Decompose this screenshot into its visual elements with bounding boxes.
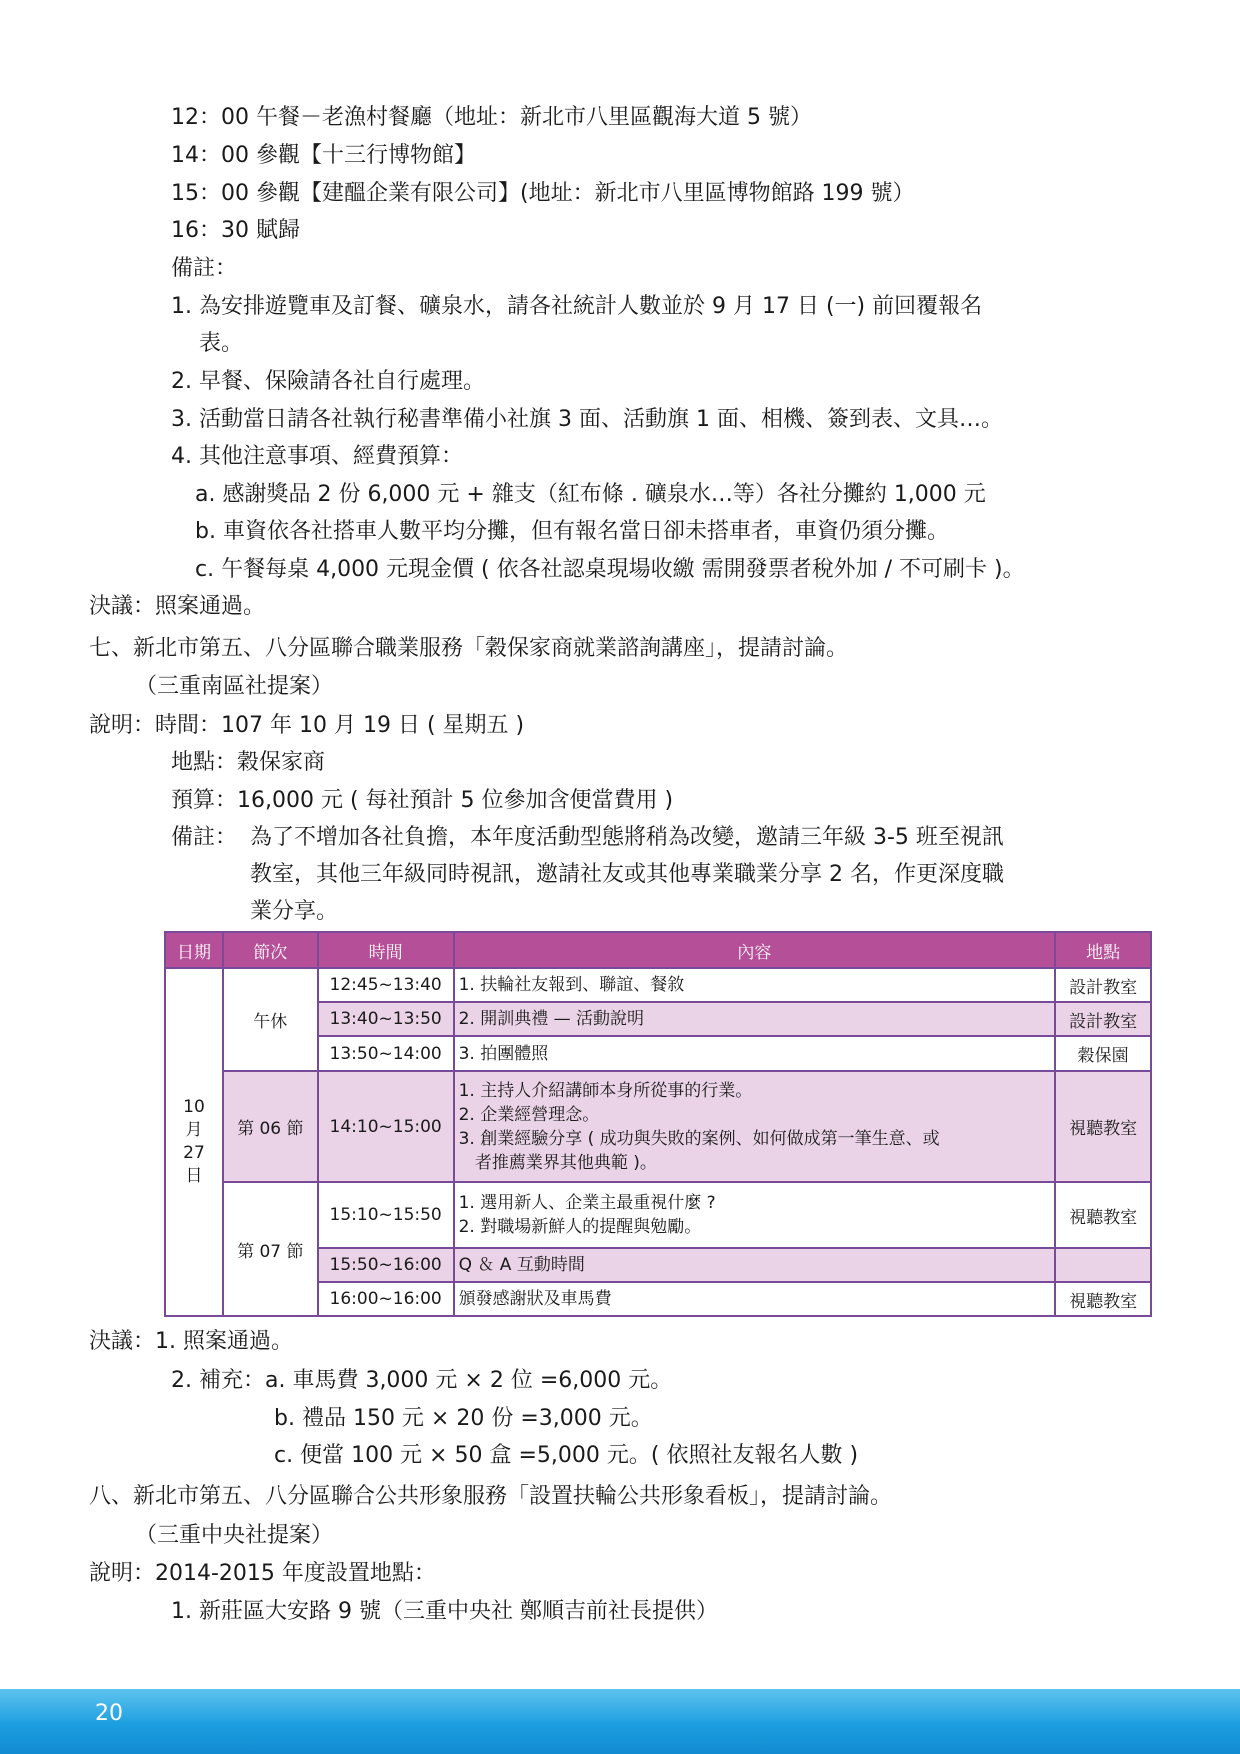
header-period: 節次 (223, 932, 318, 968)
text-line: 1. 為安排遊覽車及訂餐、礦泉水，請各社統計人數並於 9 月 17 日 (一) 前回覆報名 (171, 294, 983, 319)
text-line: a. 感謝獎品 2 份 6,000 元 + 雜支（紅布條 . 礦泉水…等）各社分攤約 1,000 元 (195, 482, 986, 507)
text-line: b. 禮品 150 元 × 20 份 =3,000 元。 (274, 1406, 653, 1431)
table-header-row (165, 932, 1151, 968)
table-row (165, 968, 1151, 1002)
date-cell (165, 968, 223, 1316)
remarks-label: 備註： (171, 256, 238, 281)
text-line: 為了不增加各社負擔，本年度活動型態將稍為改變，邀請三年級 3-5 班至視訊 (250, 825, 1004, 850)
content-cell: 頒發感謝狀及車馬費 (454, 1282, 1056, 1316)
table-row (165, 1182, 1151, 1248)
text-line: 地點：穀保家商 (171, 750, 326, 775)
text-line: 教室，其他三年級同時視訊，邀請社友或其他專業職業分享 2 名，作更深度職 (250, 862, 1004, 887)
section-heading-8: 八、新北市第五、八分區聯合公共形象服務「設置扶輪公共形象看板」，提請討論。 (89, 1484, 893, 1509)
proposer-line: （三重中央社提案） (135, 1523, 334, 1548)
text-line: 2. 早餐、保險請各社自行處理。 (171, 369, 485, 394)
schedule-table (164, 931, 1152, 1317)
place-cell: 設計教室 (1055, 1002, 1151, 1036)
place-cell: 設計教室 (1055, 968, 1151, 1002)
date-part: 27 (183, 1143, 205, 1163)
place-cell: 視聽教室 (1055, 1282, 1151, 1316)
content-cell: Q ＆ A 互動時間 (454, 1248, 1056, 1282)
text-line: 15：00 參觀【建醞企業有限公司】(地址：新北市八里區博物館路 199 號） (171, 181, 915, 206)
content-cell (454, 1071, 1056, 1182)
period-cell: 午休 (223, 968, 318, 1071)
content-line: 1. 選用新人、企業主最重視什麼 ? (458, 1193, 716, 1213)
text-line: 16：30 賦歸 (171, 218, 300, 243)
table-row (165, 1071, 1151, 1182)
date-part: 日 (185, 1166, 203, 1186)
text-line: 14：00 參觀【十三行博物館】 (171, 143, 476, 168)
place-cell (1055, 1248, 1151, 1282)
header-place: 地點 (1055, 932, 1151, 968)
period-cell: 第 06 節 (223, 1071, 318, 1182)
text-line: 說明：2014-2015 年度設置地點： (89, 1561, 436, 1586)
time-cell: 13:40~13:50 (318, 1002, 454, 1036)
time-cell: 12:45~13:40 (318, 968, 454, 1002)
time-cell: 14:10~15:00 (318, 1071, 454, 1182)
text-line: 表。 (199, 331, 244, 356)
time-cell: 15:50~16:00 (318, 1248, 454, 1282)
period-cell: 第 07 節 (223, 1182, 318, 1316)
text-line: 預算：16,000 元 ( 每社預計 5 位參加含便當費用 ) (171, 788, 674, 813)
text-line: 12：00 午餐－老漁村餐廳（地址：新北市八里區觀海大道 5 號） (171, 105, 812, 130)
place-cell: 視聽教室 (1055, 1182, 1151, 1248)
place-cell: 穀保園 (1055, 1036, 1151, 1071)
page-number: 20 (95, 1701, 123, 1726)
text-line: 說明：時間：107 年 10 月 19 日 ( 星期五 ) (89, 713, 525, 738)
text-line: 4. 其他注意事項、經費預算： (171, 444, 463, 469)
content-line: 2. 對職場新鮮人的提醒與勉勵。 (458, 1217, 702, 1237)
content-line: 2. 企業經營理念。 (458, 1104, 600, 1125)
content-line: 者推薦業界其他典範 )。 (458, 1152, 657, 1173)
date-part: 月 (185, 1120, 203, 1140)
text-line: 3. 活動當日請各社執行秘書準備小社旗 3 面、活動旗 1 面、相機、簽到表、文具…。 (171, 407, 1003, 432)
proposer-line: （三重南區社提案） (135, 674, 334, 699)
content-cell (454, 1182, 1056, 1248)
text-line: b. 車資依各社搭車人數平均分攤，但有報名當日卻未搭車者，車資仍須分攤。 (195, 519, 949, 544)
text-line: 1. 新莊區大安路 9 號（三重中央社 鄭順吉前社長提供） (171, 1599, 718, 1624)
content-line: 3. 創業經驗分享 ( 成功與失敗的案例、如何做成第一筆生意、或 (458, 1128, 940, 1149)
text-line: 業分享。 (250, 899, 339, 924)
place-cell: 視聽教室 (1055, 1071, 1151, 1182)
remarks-label: 備註： (171, 825, 238, 850)
time-cell: 13:50~14:00 (318, 1036, 454, 1071)
resolution-line: 決議：照案通過。 (89, 594, 266, 619)
section-heading-7: 七、新北市第五、八分區聯合職業服務「穀保家商就業諮詢講座」，提請討論。 (89, 636, 849, 661)
text-line: c. 午餐每桌 4,000 元現金價 ( 依各社認桌現場收繳 需開發票者稅外加 / 不可刷卡 )。 (195, 557, 1025, 582)
text-line: c. 便當 100 元 × 50 盒 =5,000 元。( 依照社友報名人數 ) (274, 1443, 859, 1468)
header-content: 內容 (454, 932, 1056, 968)
date-part: 10 (183, 1097, 205, 1117)
content-line: 1. 主持人介紹講師本身所從事的行業。 (458, 1080, 753, 1101)
content-cell: 2. 開訓典禮 — 活動說明 (454, 1002, 1056, 1036)
time-cell: 16:00~16:00 (318, 1282, 454, 1316)
header-date: 日期 (165, 932, 223, 968)
content-cell: 1. 扶輪社友報到、聯誼、餐敘 (454, 968, 1056, 1002)
resolution-line: 決議：1. 照案通過。 (89, 1329, 293, 1354)
footer-band (0, 1689, 1240, 1754)
content-cell: 3. 拍團體照 (454, 1036, 1056, 1071)
text-line: 2. 補充：a. 車馬費 3,000 元 × 2 位 =6,000 元。 (171, 1368, 673, 1393)
time-cell: 15:10~15:50 (318, 1182, 454, 1248)
header-time: 時間 (318, 932, 454, 968)
